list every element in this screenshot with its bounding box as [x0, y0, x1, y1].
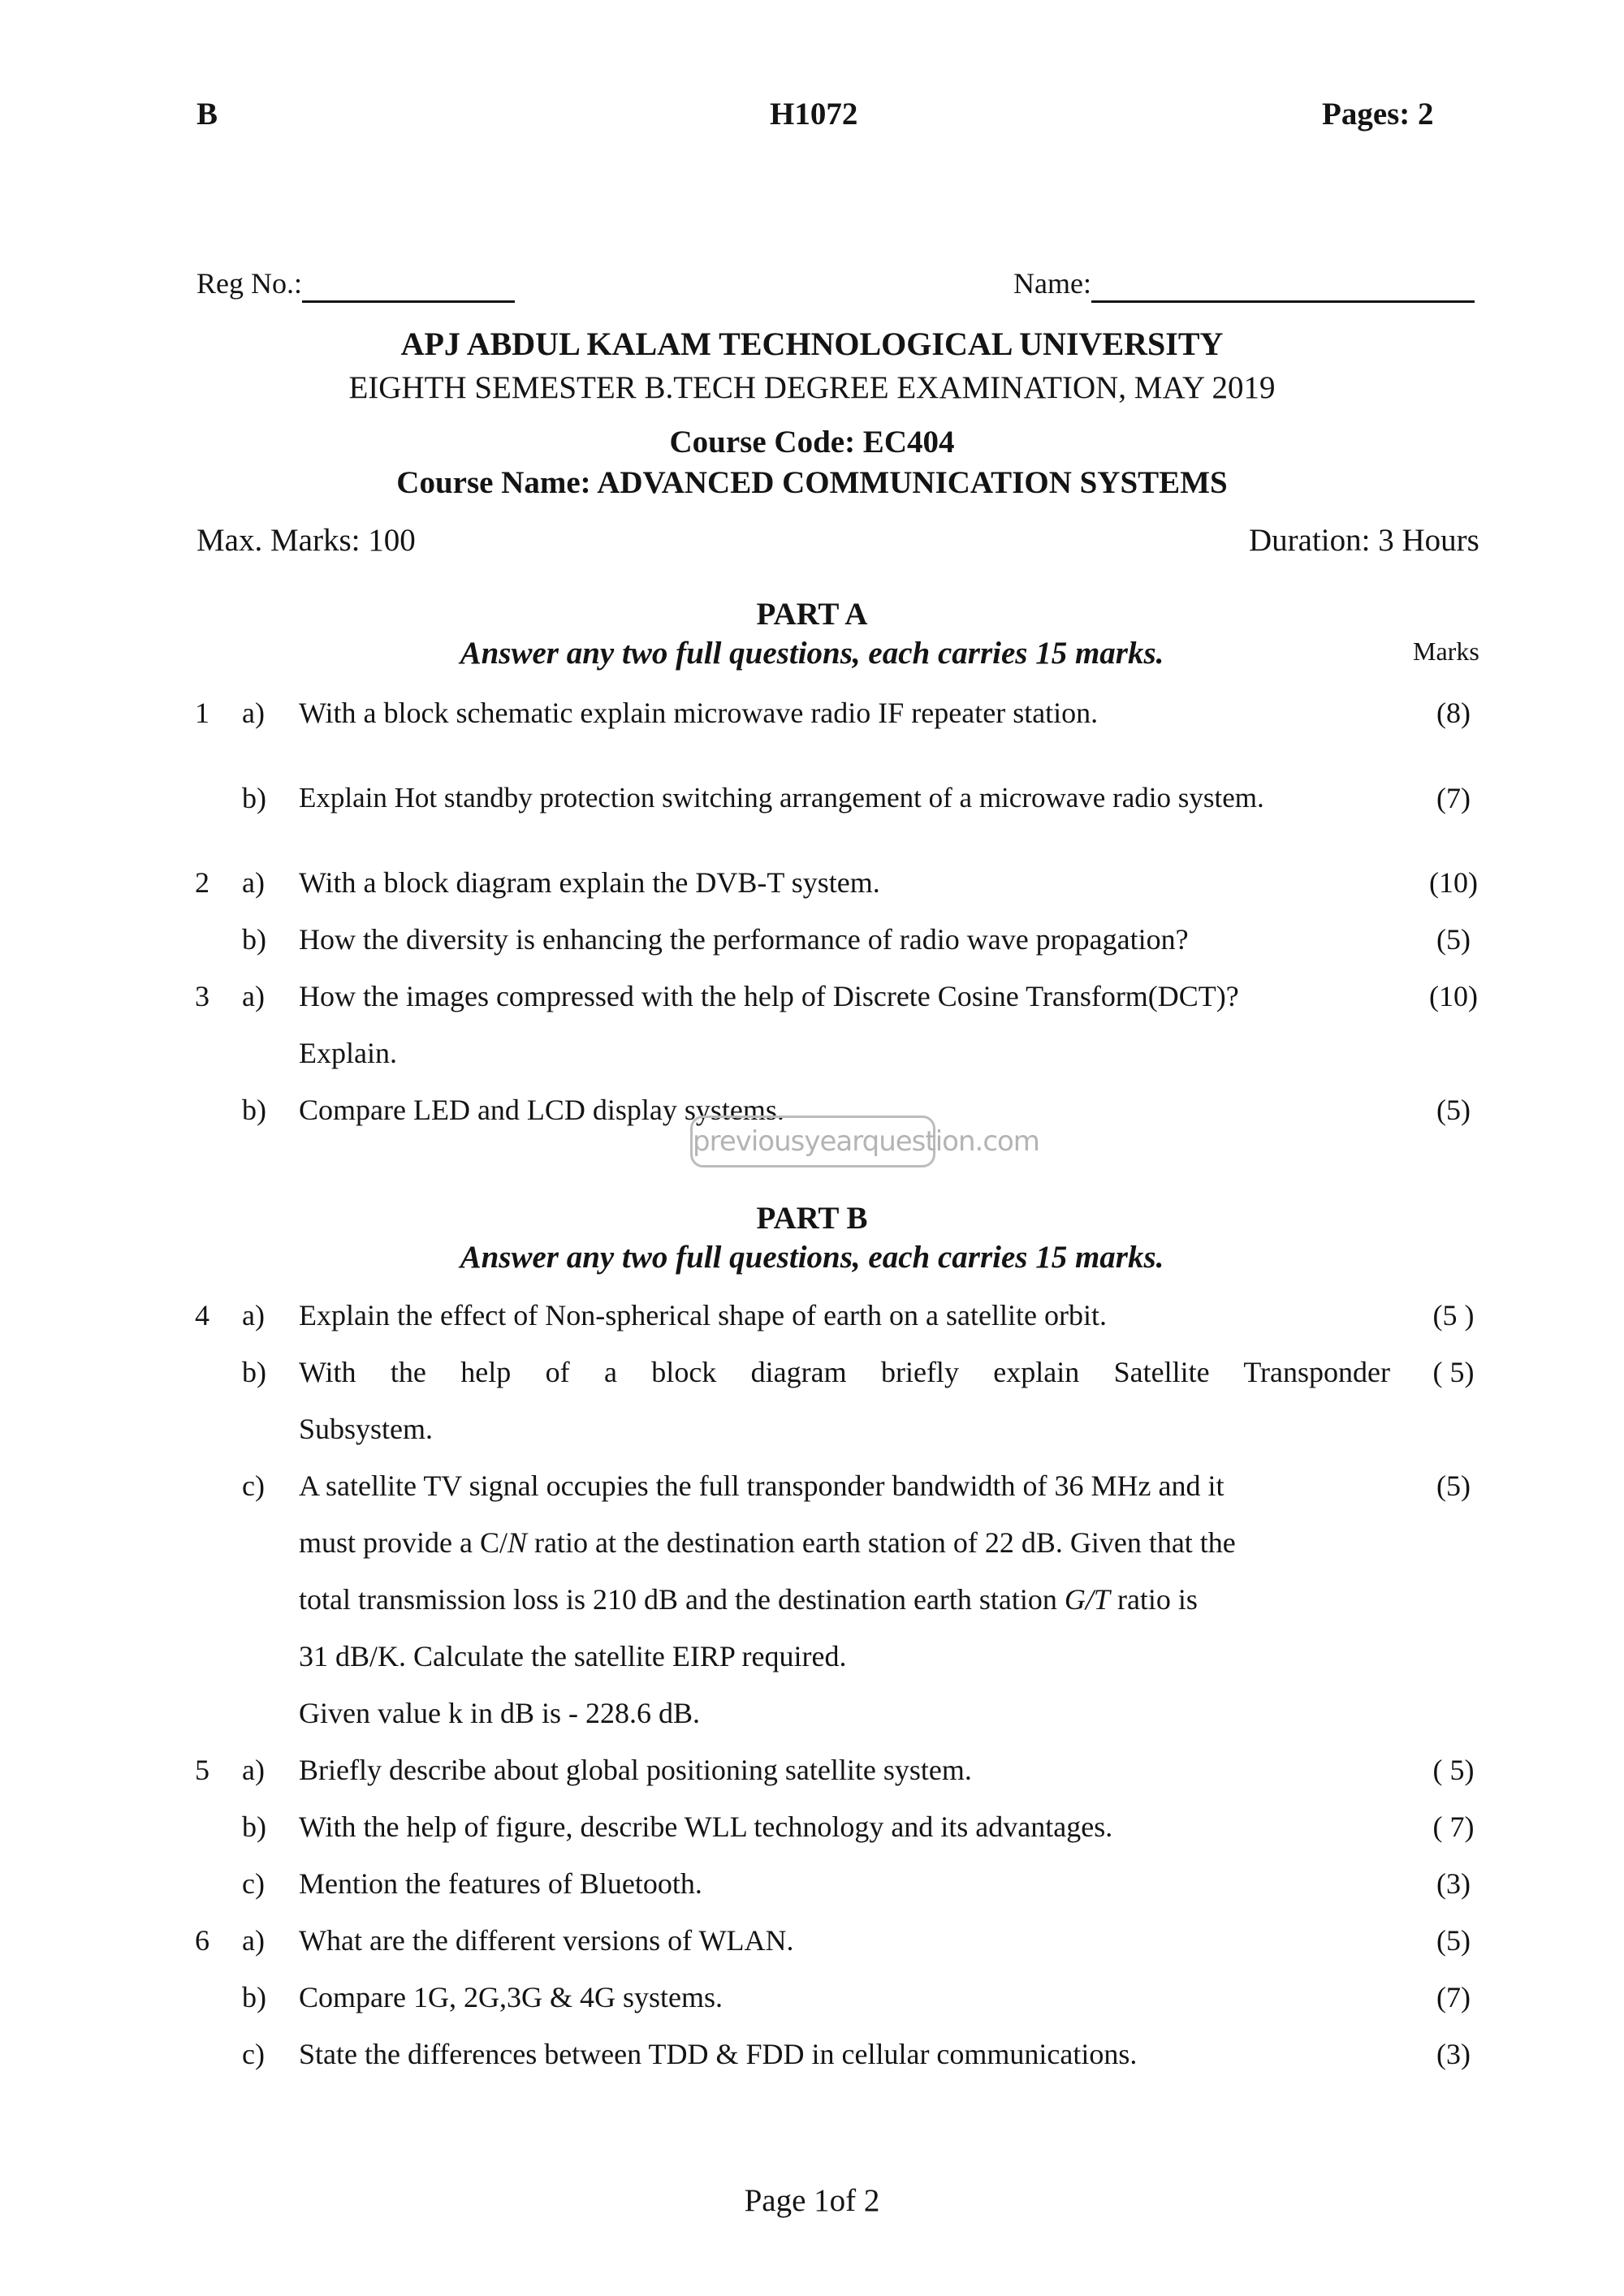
question-part: a)	[242, 697, 265, 729]
question-marks: (5)	[1436, 1924, 1471, 1957]
question-part: a)	[242, 1299, 265, 1331]
marks-column-header: Marks	[1413, 637, 1479, 666]
question-text: A satellite TV signal occupies the full transponder bandwidth of 36 MHz and it	[299, 1470, 1224, 1502]
question-number: 3	[195, 980, 209, 1012]
question-text: How the diversity is enhancing the performance of radio wave propagation?	[299, 923, 1189, 956]
question-part: a)	[242, 980, 265, 1012]
question-text: Compare LED and LCD display systems.	[299, 1094, 784, 1126]
part-a-instruction: Answer any two full questions, each carries 15 marks.	[460, 636, 1164, 671]
question-marks: (5)	[1436, 1094, 1471, 1126]
text-segment: ratio at the destination earth station of 22 dB. Given that the	[527, 1526, 1236, 1559]
question-marks: ( 7)	[1432, 1810, 1475, 1843]
watermark-logo: previousyearquestion.com	[690, 1116, 935, 1167]
question-part: b)	[242, 923, 266, 956]
name-blank	[1091, 266, 1475, 303]
question-marks: (3)	[1436, 1867, 1471, 1900]
name-field	[1013, 266, 1475, 303]
question-marks: ( 5)	[1432, 1754, 1475, 1786]
exam-title: EIGHTH SEMESTER B.TECH DEGREE EXAMINATION, MAY 2019	[348, 370, 1276, 405]
question-part: b)	[242, 1356, 266, 1388]
page-count: Pages: 2	[1322, 97, 1434, 132]
reg-no-label: Reg No.:	[197, 267, 302, 300]
question-text: With a block diagram explain the DVB-T system.	[299, 866, 880, 899]
course-name: Course Name: ADVANCED COMMUNICATION SYSTEMS	[396, 465, 1228, 500]
question-text: With a block schematic explain microwave radio IF repeater station.	[299, 697, 1099, 729]
part-b-instruction: Answer any two full questions, each carries 15 marks.	[460, 1240, 1164, 1275]
question-text: What are the different versions of WLAN.	[299, 1924, 794, 1957]
question-marks: (10)	[1429, 980, 1478, 1012]
question-part: b)	[242, 782, 266, 814]
question-part: b)	[242, 1981, 266, 2013]
question-text: Mention the features of Bluetooth.	[299, 1867, 702, 1900]
question-part: a)	[242, 1924, 265, 1957]
question-text-continued: Explain.	[299, 1037, 397, 1069]
question-text-continued	[299, 1571, 1390, 1628]
question-text: With the help of a block diagram briefly explain Satellite Transponder	[299, 1356, 1390, 1388]
question-number: 4	[195, 1299, 209, 1331]
question-marks: (5)	[1436, 923, 1471, 956]
question-text: Briefly describe about global positioning satellite system.	[299, 1754, 972, 1786]
question-marks: (3)	[1436, 2038, 1471, 2070]
name-label: Name:	[1013, 267, 1091, 300]
question-marks: ( 5)	[1432, 1356, 1475, 1388]
question-text: State the differences between TDD & FDD in cellular communications.	[299, 2038, 1138, 2070]
question-marks: (5 )	[1432, 1299, 1475, 1331]
question-text: How the images compressed with the help of Discrete Cosine Transform(DCT)?	[299, 980, 1239, 1012]
question-number: 2	[195, 866, 209, 899]
paper-code: H1072	[770, 97, 858, 132]
question-number: 5	[195, 1754, 209, 1786]
duration: Duration: 3 Hours	[1249, 523, 1479, 558]
text-segment: total transmission loss is 210 dB and the destination earth station	[299, 1583, 1065, 1616]
part-b-title: PART B	[756, 1201, 868, 1236]
course-code: Course Code: EC404	[669, 425, 955, 460]
question-text: Compare 1G, 2G,3G & 4G systems.	[299, 1981, 723, 2013]
question-text-continued: Subsystem.	[299, 1413, 434, 1445]
university-name: APJ ABDUL KALAM TECHNOLOGICAL UNIVERSITY	[400, 326, 1224, 362]
question-text: Explain Hot standby protection switching arrangement of a microwave radio system.	[299, 782, 1264, 814]
question-text-continued	[299, 1514, 1390, 1571]
question-text: Explain the effect of Non-spherical shape of earth on a satellite orbit.	[299, 1299, 1107, 1331]
question-part: a)	[242, 1754, 265, 1786]
paper-series: B	[197, 97, 218, 132]
reg-no-field	[197, 266, 515, 303]
question-text-continued: 31 dB/K. Calculate the satellite EIRP required.	[299, 1640, 847, 1672]
text-segment: must provide a C/	[299, 1526, 508, 1559]
question-part: c)	[242, 1867, 265, 1900]
reg-no-blank	[302, 266, 515, 303]
question-part: a)	[242, 866, 265, 899]
question-marks: (10)	[1429, 866, 1478, 899]
question-part: b)	[242, 1810, 266, 1843]
text-segment-italic: N	[507, 1526, 527, 1559]
part-a-title: PART A	[756, 597, 868, 632]
question-number: 6	[195, 1924, 209, 1957]
question-text-continued: Given value k in dB is - 228.6 dB.	[299, 1697, 700, 1729]
page-footer: Page 1of 2	[744, 2183, 880, 2218]
question-marks: (5)	[1436, 1470, 1471, 1502]
question-part: c)	[242, 2038, 265, 2070]
question-marks: (7)	[1436, 782, 1471, 814]
question-marks: (7)	[1436, 1981, 1471, 2013]
question-marks: (8)	[1436, 697, 1471, 729]
question-number: 1	[195, 697, 209, 729]
question-part: b)	[242, 1094, 266, 1126]
question-text: With the help of figure, describe WLL technology and its advantages.	[299, 1810, 1113, 1843]
max-marks: Max. Marks: 100	[197, 523, 416, 558]
text-segment: ratio is	[1109, 1583, 1198, 1616]
text-segment-italic: G/T	[1064, 1583, 1110, 1616]
question-part: c)	[242, 1470, 265, 1502]
